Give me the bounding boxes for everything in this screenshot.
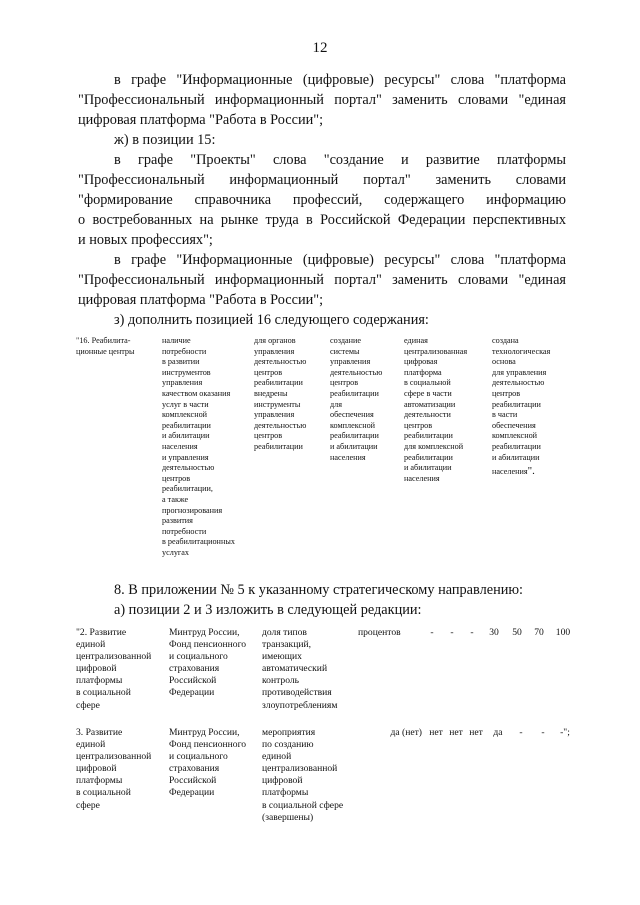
row-3-value: нет bbox=[449, 727, 463, 738]
row-2-responsible: Минтруд России, Фонд пенсионного и социального страхования Российской Федерации bbox=[169, 627, 247, 699]
row-3-value: -"; bbox=[560, 727, 570, 738]
table-cell-effects-text: создана технологическая основа для управления деятельностью центров реабилитации в части обеспечения комплексной реабилитации и абилитации bbox=[492, 336, 551, 462]
row-2-value: 30 bbox=[489, 627, 499, 638]
row-3-value: - bbox=[519, 727, 523, 738]
table-cell-result: для органов управления деятельностью центров реабилитации внедрены инструменты управления деятельностью центров реабилитации bbox=[254, 336, 307, 451]
table-cell-resources: единая централизованная цифровая платформа в социальной сфере в части автоматизации деятельности центров реабилитации для комплексной реабилитации и абилитации населения bbox=[404, 336, 468, 483]
paragraph: о востребованных на рынке труда в Российской Федерации перспективных bbox=[78, 212, 566, 228]
table-cell-effects-last: населения bbox=[492, 467, 528, 477]
paragraph: ж) в позиции 15: bbox=[114, 132, 216, 148]
row-3-value: да bbox=[493, 727, 503, 738]
row-3-responsible: Минтруд России, Фонд пенсионного и социального страхования Российской Федерации bbox=[169, 727, 247, 799]
closing-quote: ". bbox=[527, 465, 535, 478]
row-3-unit: да (нет) bbox=[390, 727, 422, 738]
paragraph: "Профессиональный информационный портал" заменить словами "единая bbox=[78, 272, 566, 288]
row-2-value: 70 bbox=[534, 627, 544, 638]
section-8-title: 8. В приложении № 5 к указанному стратегическому направлению: bbox=[114, 582, 524, 598]
row-3-indicator: мероприятия по созданию единой централизованной цифровой платформы в социальной сфере (завершены) bbox=[262, 727, 344, 823]
row-3-direction: 3. Развитие единой централизованной цифровой платформы в социальной сфере bbox=[76, 727, 152, 811]
row-2-value: - bbox=[450, 627, 454, 638]
row-2-direction: "2. Развитие единой централизованной цифровой платформы в социальной сфере bbox=[76, 627, 152, 711]
row-2-values bbox=[358, 627, 576, 639]
paragraph: в графе "Информационные (цифровые) ресурсы" слова "платформа bbox=[114, 72, 566, 88]
table-cell-projects: создание системы управления деятельностью центров реабилитации для обеспечения комплексной реабилитации и абилитации населения bbox=[330, 336, 383, 462]
paragraph: з) дополнить позицией 16 следующего содержания: bbox=[114, 312, 429, 328]
section-8-subitem: а) позиции 2 и 3 изложить в следующей редакции: bbox=[114, 602, 422, 618]
paragraph: цифровая платформа "Работа в России"; bbox=[78, 292, 324, 308]
table-cell-name: "16. Реабилита- ционные центры bbox=[76, 336, 135, 356]
row-3-value: нет bbox=[429, 727, 443, 738]
row-2-value: - bbox=[430, 627, 434, 638]
row-3-value: - bbox=[541, 727, 545, 738]
row-2-indicator: доля типов транзакций, имеющих автоматический контроль противодействия злоупотреблениям bbox=[262, 627, 338, 711]
row-3-value: нет bbox=[469, 727, 483, 738]
row-2-value: - bbox=[470, 627, 474, 638]
paragraph: в графе "Проекты" слова "создание и развитие платформы bbox=[114, 152, 566, 168]
paragraph: и новых профессиях"; bbox=[78, 232, 213, 248]
body-text bbox=[78, 70, 566, 330]
table-cell-effects bbox=[492, 336, 582, 478]
paragraph: "Профессиональный информационный портал" заменить словами bbox=[78, 172, 566, 188]
row-2-unit: процентов bbox=[358, 627, 401, 638]
paragraph: в графе "Информационные (цифровые) ресурсы" слова "платформа bbox=[114, 252, 566, 268]
paragraph: "формирование справочника профессий, содержащего информацию bbox=[78, 192, 566, 208]
row-2-value: 50 bbox=[512, 627, 522, 638]
page-number: 12 bbox=[312, 40, 328, 56]
table-cell-problem: наличие потребности в развитии инструментов управления качеством оказания услуг в части комплексной реабилитации и абилитации населения и управления деятельностью центров реабилитации, а также прогнозирования развития потребности в реабилитационных услугах bbox=[162, 336, 235, 557]
paragraph: "Профессиональный информационный портал" заменить словами "единая bbox=[78, 92, 566, 108]
row-3-values bbox=[358, 727, 576, 739]
row-2-value: 100 bbox=[555, 627, 571, 638]
section-8 bbox=[78, 580, 578, 620]
paragraph: цифровая платформа "Работа в России"; bbox=[78, 112, 324, 128]
